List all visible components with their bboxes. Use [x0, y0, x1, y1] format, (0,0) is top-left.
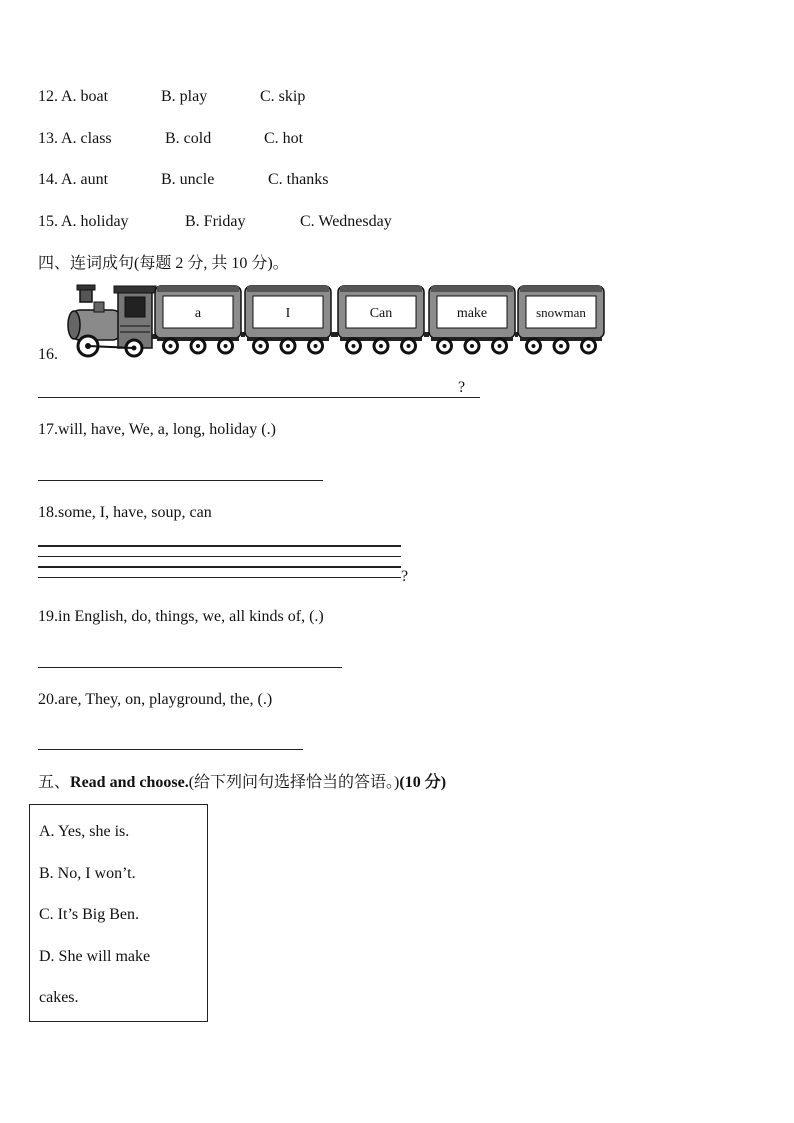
- writing-line-1: [38, 545, 401, 547]
- option-c: C. Wednesday: [300, 213, 392, 230]
- question-mark: ?: [401, 568, 409, 585]
- section-5-heading: [38, 773, 446, 793]
- writing-line-3: [38, 566, 401, 568]
- word-train-illustration: [62, 282, 612, 360]
- option-a: A. class: [61, 130, 112, 147]
- question-19: [38, 607, 324, 627]
- answer-line: [38, 749, 303, 750]
- question-20: [38, 690, 272, 710]
- train-car: [338, 286, 429, 353]
- word-card: a: [194, 306, 202, 321]
- question-words: are, They, on, playground, the, (.): [58, 691, 273, 708]
- answer-option-d: D. She will make: [39, 948, 151, 965]
- answer-line: [38, 667, 342, 668]
- question-words: some, I, have, soup, can: [58, 504, 212, 521]
- option-b: B. cold: [165, 130, 212, 147]
- question-17: [38, 420, 276, 440]
- question-mark: ?: [458, 379, 466, 396]
- answer-option-b: B. No, I won’t.: [39, 865, 136, 882]
- answer-option-c: C. It’s Big Ben.: [39, 906, 140, 923]
- option-c: C. thanks: [268, 171, 329, 188]
- question-number: 14.: [38, 171, 58, 188]
- question-18: [38, 503, 212, 523]
- word-card: make: [456, 306, 488, 321]
- option-c: C. hot: [264, 130, 304, 147]
- question-number: 12.: [38, 88, 58, 105]
- question-number: 15.: [38, 213, 58, 230]
- question-words: will, have, We, a, long, holiday (.): [58, 421, 276, 438]
- question-number: 16.: [38, 346, 58, 363]
- question-words: in English, do, things, we, all kinds of, (.): [58, 608, 324, 625]
- section-instruction: (给下列问句选择恰当的答语。): [188, 774, 400, 791]
- option-b: B. play: [161, 88, 208, 105]
- word-card: I: [285, 306, 291, 321]
- word-card: snowman: [536, 305, 586, 320]
- answer-option-a: A. Yes, she is.: [39, 823, 130, 840]
- option-a: A. boat: [61, 88, 109, 105]
- locomotive-icon: [68, 285, 158, 356]
- section-number: 五、: [38, 774, 71, 791]
- answer-options-box: [29, 804, 208, 1022]
- question-number: 20.: [38, 691, 58, 708]
- writing-line-2: [38, 556, 401, 557]
- question-number: 19.: [38, 608, 58, 625]
- section-score: (10 分): [399, 774, 447, 791]
- train-car: [429, 286, 518, 353]
- option-c: C. skip: [260, 88, 306, 105]
- option-b: B. uncle: [161, 171, 215, 188]
- answer-line: [38, 480, 323, 481]
- question-number: 18.: [38, 504, 58, 521]
- option-a: A. aunt: [61, 171, 109, 188]
- question-number: 17.: [38, 421, 58, 438]
- option-a: A. holiday: [61, 213, 129, 230]
- answer-option-d-continued: cakes.: [39, 989, 79, 1006]
- writing-line-4: [38, 577, 401, 578]
- train-car: [518, 286, 604, 353]
- train-car: [245, 286, 338, 353]
- question-number: 13.: [38, 130, 58, 147]
- word-card: Can: [369, 306, 393, 321]
- train-car: [155, 286, 245, 353]
- answer-line: [38, 397, 480, 398]
- option-b: B. Friday: [185, 213, 246, 230]
- section-title: Read and choose.: [70, 774, 189, 791]
- section-4-heading: 四、连词成句(每题 2 分, 共 10 分)。: [38, 255, 289, 272]
